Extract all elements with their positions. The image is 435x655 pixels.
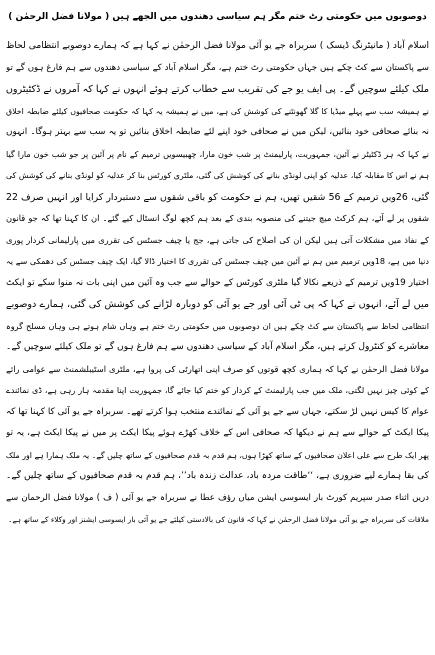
article-line: ملک کیلئے سوچیں گے۔ پی ایف یو جے کی تقریب سے خطاب کرتے ہوئے انہوں نے کہا کہ آمروں نے ڈکٹیٹروں — [6, 84, 429, 95]
article-line: کے کوئی چیز نہیں لگتی، ملک میں جب پارلیمنٹ کے کردار کو ختم کیا جائے گا، جمہوریت اپنا مقدمہ ہار رہی ہے، ڈی نمائندے — [6, 385, 429, 395]
article-line: ہم نے اس کا مقابلہ کیا، عدلیہ کو اپنی لونڈی بنانے کی کوشش کی گئی، ملٹری کورٹس بنا کر عدلیہ کو لونڈی بنانے کی کوشش کی — [6, 171, 429, 180]
article-line: معاشرے کو کنٹرول کرتے ہیں، مگر اسلام آباد کے سیاسی دھندوں سے ہم فارغ ہوں گے تو ملک کیلئے سوچیں گے۔ — [6, 342, 429, 352]
article-line: گئی، 26ویں ترمیم کے 56 شقیں تھیں، ہم نے حکومت کو باقی شقوں سے دستبردار کرایا اور انہیں صرف 22 — [6, 191, 429, 203]
article-line: انتظامی لحاظ سے پاکستان سے کٹ چکے ہیں ان دوصوبوں میں حکومتی رٹ ختم ہے وہاں شام ہوتے ہی وہاں مسلح گروہ — [6, 320, 429, 331]
article-line: اختیار 19ویں ترمیم کے ذریعے نکالا گیا ملٹری کورٹس کے حوالے سے جب وہ آئین میں اپنی بات نہ منوا سکے تو ایکٹ — [6, 277, 429, 288]
article-line: کے نفاذ میں مشکلات آتی ہیں لیکن ان کی اصلاح کی جاتی ہے، جج یا چیف جسٹس کی تقرری میں پارلیمانی کردار پوری — [6, 234, 429, 245]
article-line: نے کہا کہ ہر ڈکٹیٹر نے آئین، جمہوریت، پارلیمنٹ پر شب خون مارا، چھبیسویں ترمیم کے نام پر آئین پر جو شب خون مارا گیا — [6, 148, 429, 159]
article-line: نے ہمیشہ سب سے پہلے میڈیا کا گلا گھونٹنے کی کوشش کی ہے، میں نے ہمیشہ یہ کہا کہ حکومت صحافیوں کیلئے ضابطہ اخلاق — [6, 106, 429, 116]
article-line: ملاقات کی سربراہ جے یو آئی مولانا فضل الرحمٰن نے کہا کہ قانون کی بالادستی کیلئے جے یو آئی بار ایسوسی ایشنز اور وکلاء کے ساتھ ہے۔ — [8, 515, 429, 524]
article-line: کی بقا ہمارے لیے ضروری ہے، ‘‘طاقت مردہ باد، عدالت زندہ باد’’، ہم قدم بہ قدم صحافیوں کے ساتھ چلیں گے۔ — [6, 471, 429, 481]
article-line: نہ بنائے صحافی خود بنائیں، لیکن میں نے صحافی خود اپنے لئے ضابطہ اخلاق بنائیں تو یہ سب سے بہتر ہوگا۔ انہوں — [6, 127, 429, 137]
article-line: پیکا ایکٹ کے حوالے سے ہم نے دیکھا کہ صحافی اس کے خلاف کھڑے ہوئے پیکا ایکٹ پر میں نے پیکا ایکٹ ہے، یہ تو — [6, 428, 429, 438]
headline: دوصوبوں میں حکومتی رٹ ختم مگر ہم سیاسی دھندوں میں الجھے ہیں ( مولانا فضل الرحمٰن ) — [8, 12, 427, 22]
article-line: دنیا میں ہے، 18ویں ترمیم میں ہم نے آئین میں چیف جسٹس کی تقرری کا اختیار ڈالا گیا، ایک چیف جسٹس کی دھمکی سے یہ — [6, 256, 429, 266]
article-line: عوام کا کیس نہیں لڑ سکتے، جہاں سے جے یو آئی کے نمائندے منتخب ہوا کرتے تھے۔ سربراہ جے یو آئی کا کہنا تھا کہ — [6, 406, 429, 417]
article-line: سے پاکستان سے کٹ چکے ہیں جہاں حکومتی رٹ ختم ہے، مگر اسلام آباد کے سیاسی دھندوں سے ہم فارغ ہوں گے تو — [6, 62, 429, 73]
article-line: اسلام آباد ( مانیٹرنگ ڈیسک ) سربراہ جے یو آئی مولانا فضل الرحمٰن نے کہا ہے کہ ہمارے دوصوبے انتظامی لحاظ — [6, 41, 429, 51]
article-line: میں لے آئے، انہوں نے کہا کہ پی ٹی آئی اور جے یو آئی کو دوبارہ لڑانے کی کوشش کی گئی، ہمارے دوصوبے — [6, 299, 429, 310]
article-line: شقوں پر لے آئے، ہم کرکٹ میچ جیتنے کی منصوبہ بندی کے بعد ہم کچھ لوگ انسٹال کیے گئے۔ ان کا کہنا تھا کہ جو قانون — [6, 213, 429, 223]
article-body — [6, 36, 429, 531]
article-line: پھر ایک طرح سے علی اعلان صحافیوں کے ساتھ کھڑا ہوں، ہم قدم بہ قدم صحافیوں کے ساتھ چلیں گے۔ یہ ملک ہمارا ہے اور ملک — [6, 450, 429, 460]
article-line: دریں اثناء صدر سپریم کورٹ بار ایسوسی ایشن میاں رؤف عطا نے سربراہ جے یو آئی ( ف ) مولانا فضل الرحمان سے — [6, 492, 429, 503]
article-line: مولانا فضل الرحمٰن نے کہا کہ ہماری کچھ قوتوں کو صرف اپنی اتھارٹی کی پروا ہے، ملٹری اسٹیبلشمنٹ سے عوامی رائے — [6, 363, 429, 374]
